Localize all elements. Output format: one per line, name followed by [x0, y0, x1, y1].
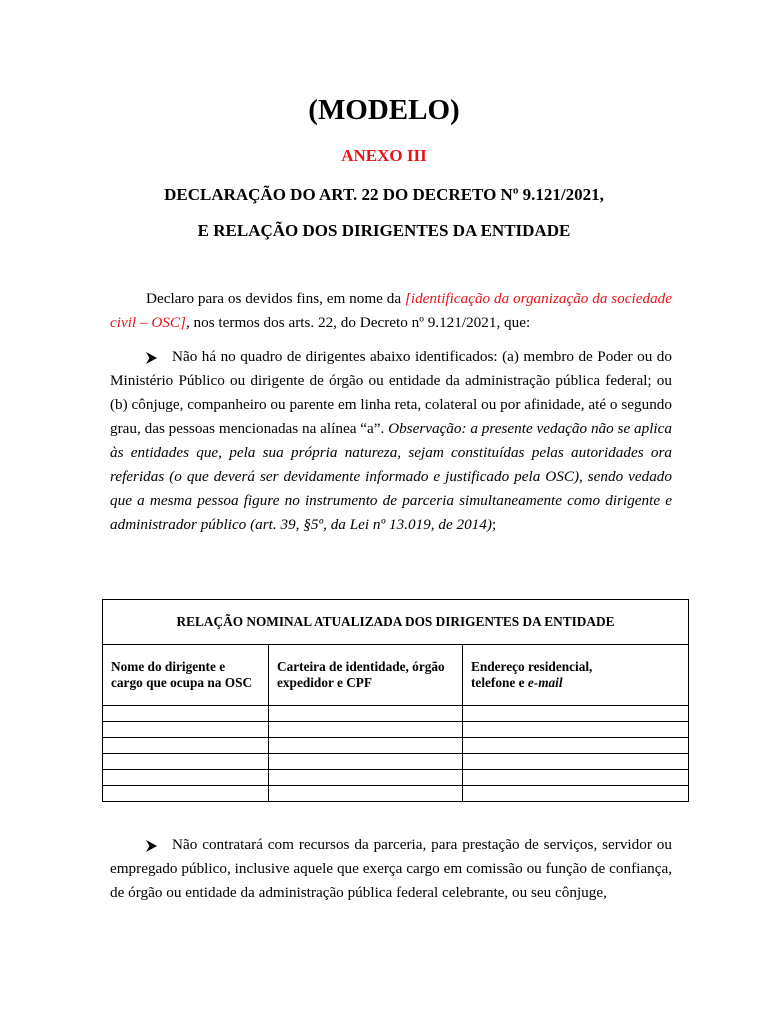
table-row: [103, 770, 689, 786]
table-title: RELAÇÃO NOMINAL ATUALIZADA DOS DIRIGENTES DA ENTIDADE: [103, 600, 689, 645]
intro-lead: Declaro para os devidos fins, em nome da: [146, 290, 405, 307]
bullet1-observacao: Observação: a presente vedação não se aplica às entidades que, pela sua própria natureza, sejam constituídas pelas autoridades ora referidas (o que deverá ser devidamente informado e justificado pela OSC), sendo vedado que a mesma pessoa figure no instrumento de parceria simultaneamente como dirigente e administrador público (art. 39, §5º, da Lei nº 13.019, de 2014): [110, 420, 672, 533]
arrow-bullet-icon: [146, 345, 172, 369]
bullet2-text: Não contratará com recursos da parceria, para prestação de serviços, servidor ou empregado público, inclusive aquele que exerça cargo em comissão ou função de confiança, de órgão ou entidade da administração pública federal celebrante, ou seu cônjuge,: [110, 836, 672, 901]
arrow-bullet-icon: [146, 833, 172, 857]
declaracao-heading-line1: DECLARAÇÃO DO ART. 22 DO DECRETO Nº 9.121/2021,: [164, 185, 604, 204]
table-row: [103, 706, 689, 722]
intro-tail: , nos termos dos arts. 22, do Decreto nº 9.121/2021, que:: [185, 314, 531, 331]
intro-paragraph: [110, 287, 672, 335]
anexo-heading: ANEXO III: [341, 146, 427, 165]
column-header-endereco: Endereço residencial, telefone e e-mail: [463, 645, 689, 706]
modelo-title: (MODELO): [308, 94, 460, 126]
column-header-carteira: Carteira de identidade, órgão expedidor e CPF: [269, 645, 463, 706]
osc-placeholder: [identificação da organização da sociedade civil – OSC]: [110, 290, 672, 331]
table-row: [103, 754, 689, 770]
table-row: [103, 786, 689, 802]
column-header-nome: Nome do dirigente e cargo que ocupa na OSC: [103, 645, 269, 706]
table-row: [103, 738, 689, 754]
bullet-paragraph-2: [110, 833, 672, 905]
dirigentes-table: [102, 599, 689, 802]
bullet-paragraph-1: [110, 345, 672, 537]
bullet1-end: ;: [491, 516, 497, 533]
table-row: [103, 722, 689, 738]
bullet1-text: Não há no quadro de dirigentes abaixo identificados: (a) membro de Poder ou do Ministério Público ou dirigente de órgão ou entidade da administração pública federal; ou (b) cônjuge, companheiro ou parente em linha reta, colateral ou por afinidade, até o segundo grau, das pessoas mencionadas na alínea “a”.: [110, 348, 672, 437]
declaracao-heading-line2: E RELAÇÃO DOS DIRIGENTES DA ENTIDADE: [197, 221, 571, 240]
